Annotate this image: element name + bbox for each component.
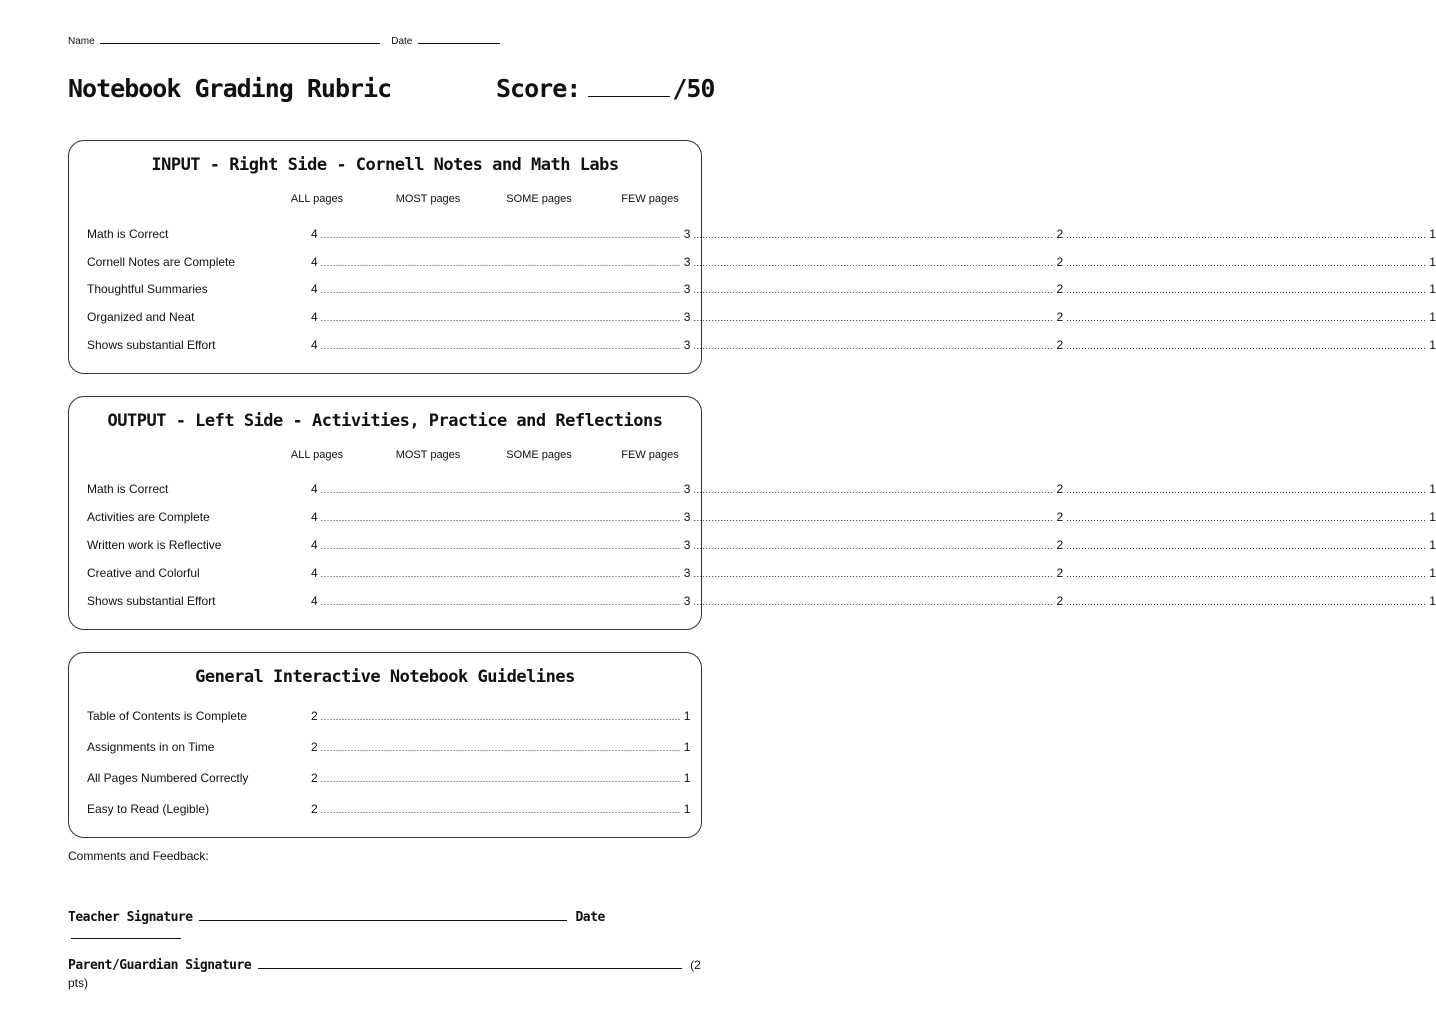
column-header: FEW pages: [621, 193, 679, 205]
column-header: MOST pages: [395, 193, 461, 205]
score-option[interactable]: 1: [1429, 255, 1436, 269]
parent-signature-row: [68, 956, 708, 992]
score-option[interactable]: 4: [311, 338, 318, 352]
dot-leader: ........................................................................................................................: [1066, 230, 1427, 240]
date-field[interactable]: [418, 43, 500, 44]
score-option[interactable]: 2: [1056, 566, 1064, 580]
score-option[interactable]: 2: [1056, 227, 1064, 241]
score-field[interactable]: [588, 96, 670, 97]
score-option[interactable]: 4: [311, 227, 318, 241]
score-total: /50: [672, 74, 715, 103]
score-option[interactable]: 3: [683, 338, 691, 352]
criterion-label: Cornell Notes are Complete: [87, 255, 236, 269]
name-field[interactable]: [100, 43, 380, 44]
dot-leader: ........................................................................................................................: [693, 485, 1054, 495]
criterion-label: Math is Correct: [87, 482, 169, 496]
score-option[interactable]: 2: [1056, 255, 1064, 269]
teacher-date-label: Date: [575, 910, 605, 925]
dot-leader: ........................................................................................................................: [693, 285, 1054, 295]
score-option[interactable]: 1: [1429, 538, 1436, 552]
score-option[interactable]: 1: [683, 771, 691, 785]
score-option[interactable]: 3: [683, 227, 691, 241]
score-option[interactable]: 4: [311, 310, 318, 324]
dot-leader: ........................................................................................................................: [320, 285, 681, 295]
score-area: [496, 74, 714, 103]
score-option[interactable]: 1: [1429, 482, 1436, 496]
score-option[interactable]: 4: [311, 538, 318, 552]
input-section: [68, 140, 1436, 374]
score-option[interactable]: 2: [311, 709, 318, 723]
dot-leader: ........................................................................................................................: [320, 712, 681, 722]
score-option[interactable]: 3: [683, 255, 691, 269]
score-scale: [311, 566, 1436, 580]
dot-leader: ........................................................................................................................: [320, 805, 681, 815]
score-option[interactable]: 1: [683, 709, 691, 723]
parent-signature-label: Parent/Guardian Signature: [68, 958, 252, 973]
dot-leader: ........................................................................................................................: [693, 313, 1054, 323]
dot-leader: ........................................................................................................................: [1066, 485, 1427, 495]
score-scale: [311, 594, 1436, 608]
score-option[interactable]: 2: [1056, 510, 1064, 524]
dot-leader: ........................................................................................................................: [320, 485, 681, 495]
dot-leader: ........................................................................................................................: [1066, 313, 1427, 323]
dot-leader: ........................................................................................................................: [320, 230, 681, 240]
column-header: FEW pages: [621, 449, 679, 461]
criterion-label: Written work is Reflective: [87, 538, 222, 552]
dot-leader: ........................................................................................................................: [693, 569, 1054, 579]
score-option[interactable]: 3: [683, 510, 691, 524]
dot-leader: ........................................................................................................................: [693, 541, 1054, 551]
dot-leader: ........................................................................................................................: [320, 513, 681, 523]
score-option[interactable]: 1: [1429, 566, 1436, 580]
score-scale: [311, 482, 1436, 496]
score-option[interactable]: 2: [311, 802, 318, 816]
score-scale: [311, 282, 1436, 296]
score-scale: [311, 771, 691, 785]
score-scale: [311, 310, 1436, 324]
score-option[interactable]: 3: [683, 310, 691, 324]
teacher-signature-row: [68, 908, 708, 944]
general-section: [68, 652, 702, 838]
dot-leader: ........................................................................................................................: [1066, 541, 1427, 551]
score-option[interactable]: 2: [1056, 282, 1064, 296]
score-option[interactable]: 2: [1056, 594, 1064, 608]
criterion-label: Organized and Neat: [87, 310, 195, 324]
score-option[interactable]: 1: [1429, 227, 1436, 241]
criterion-label: Activities are Complete: [87, 510, 210, 524]
score-option[interactable]: 1: [1429, 338, 1436, 352]
score-option[interactable]: 1: [683, 802, 691, 816]
dot-leader: ........................................................................................................................: [320, 341, 681, 351]
criterion-label: Assignments in on Time: [87, 740, 215, 754]
score-option[interactable]: 4: [311, 594, 318, 608]
output-section: [68, 396, 1436, 630]
column-header: SOME pages: [506, 193, 572, 205]
criterion-label: Table of Contents is Complete: [87, 709, 248, 723]
teacher-signature-field[interactable]: [199, 920, 567, 921]
criterion-label: Thoughtful Summaries: [87, 282, 208, 296]
criterion-label: Creative and Colorful: [87, 566, 200, 580]
teacher-date-field[interactable]: [71, 938, 181, 939]
score-option[interactable]: 2: [1056, 338, 1064, 352]
score-option[interactable]: 2: [311, 771, 318, 785]
score-option[interactable]: 2: [1056, 538, 1064, 552]
name-label: Name: [68, 36, 95, 47]
score-option[interactable]: 4: [311, 282, 318, 296]
comments-label: Comments and Feedback:: [68, 849, 209, 863]
dot-leader: ........................................................................................................................: [693, 341, 1054, 351]
dot-leader: ........................................................................................................................: [1066, 513, 1427, 523]
column-header: ALL pages: [290, 193, 344, 205]
score-option[interactable]: 1: [683, 740, 691, 754]
parent-signature-field[interactable]: [258, 968, 682, 969]
page-title: Notebook Grading Rubric: [68, 74, 392, 103]
score-option[interactable]: 1: [1429, 310, 1436, 324]
score-scale: [311, 227, 1436, 241]
dot-leader: ........................................................................................................................: [320, 743, 681, 753]
score-option[interactable]: 2: [311, 740, 318, 754]
dot-leader: ........................................................................................................................: [320, 313, 681, 323]
score-option[interactable]: 1: [1429, 282, 1436, 296]
score-option[interactable]: 3: [683, 482, 691, 496]
dot-leader: ........................................................................................................................: [1066, 569, 1427, 579]
score-option[interactable]: 3: [683, 594, 691, 608]
dot-leader: ........................................................................................................................: [693, 230, 1054, 240]
output-section-title: OUTPUT - Left Side - Activities, Practice and Reflections: [107, 411, 663, 431]
criterion-label: All Pages Numbered Correctly: [87, 771, 249, 785]
score-option[interactable]: 4: [311, 482, 318, 496]
criterion-label: Easy to Read (Legible): [87, 802, 210, 816]
score-scale: [311, 255, 1436, 269]
score-option[interactable]: 3: [683, 282, 691, 296]
column-header: MOST pages: [395, 449, 461, 461]
score-option[interactable]: 4: [311, 510, 318, 524]
score-scale: [311, 338, 1436, 352]
score-option[interactable]: 2: [1056, 482, 1064, 496]
input-section-title: INPUT - Right Side - Cornell Notes and Math Labs: [151, 155, 619, 175]
general-section-title: General Interactive Notebook Guidelines: [195, 667, 575, 687]
score-scale: [311, 709, 691, 723]
score-option[interactable]: 1: [1429, 510, 1436, 524]
criterion-label: Shows substantial Effort: [87, 594, 216, 608]
score-option[interactable]: 3: [683, 538, 691, 552]
score-option[interactable]: 4: [311, 566, 318, 580]
dot-leader: ........................................................................................................................: [320, 774, 681, 784]
score-option[interactable]: 3: [683, 566, 691, 580]
dot-leader: ........................................................................................................................: [1066, 258, 1427, 268]
score-scale: [311, 510, 1436, 524]
dot-leader: ........................................................................................................................: [320, 597, 681, 607]
dot-leader: ........................................................................................................................: [1066, 285, 1427, 295]
dot-leader: ........................................................................................................................: [320, 541, 681, 551]
criterion-label: Math is Correct: [87, 227, 169, 241]
criterion-label: Shows substantial Effort: [87, 338, 216, 352]
parent-points: (2 pts): [68, 958, 701, 990]
column-header: SOME pages: [506, 449, 572, 461]
dot-leader: ........................................................................................................................: [693, 258, 1054, 268]
dot-leader: ........................................................................................................................: [1066, 597, 1427, 607]
name-date-line: [68, 36, 500, 47]
dot-leader: ........................................................................................................................: [693, 597, 1054, 607]
score-scale: [311, 802, 691, 816]
score-scale: [311, 740, 691, 754]
column-header: ALL pages: [290, 449, 344, 461]
score-label: Score:: [496, 74, 581, 103]
date-label: Date: [391, 36, 413, 47]
teacher-signature-label: Teacher Signature: [68, 910, 193, 925]
dot-leader: ........................................................................................................................: [1066, 341, 1427, 351]
score-option[interactable]: 1: [1429, 594, 1436, 608]
score-option[interactable]: 4: [311, 255, 318, 269]
dot-leader: ........................................................................................................................: [693, 513, 1054, 523]
dot-leader: ........................................................................................................................: [320, 258, 681, 268]
score-option[interactable]: 2: [1056, 310, 1064, 324]
dot-leader: ........................................................................................................................: [320, 569, 681, 579]
score-scale: [311, 538, 1436, 552]
